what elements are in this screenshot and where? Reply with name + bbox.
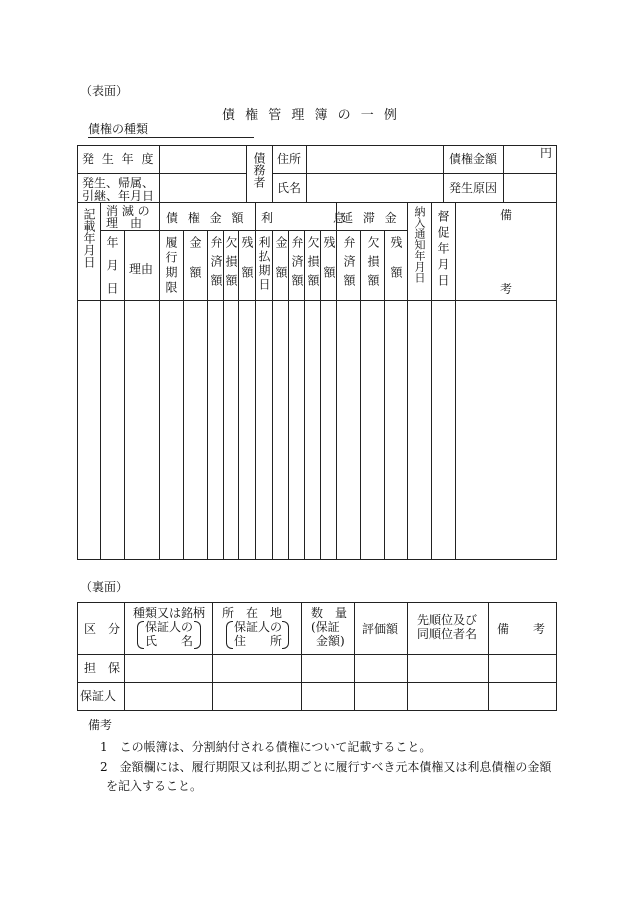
place-bracket-left: [226, 621, 233, 649]
back-row-line-2: [77, 682, 557, 683]
due-period-header: 履行期限: [164, 236, 178, 296]
address-label: 住所: [277, 152, 302, 166]
arrears-paid-header: 弁済額: [342, 236, 356, 293]
back-col-line-3: [301, 602, 302, 711]
note-item-2-line2: を記入すること。: [106, 779, 203, 793]
arrears-loss-header: 欠損額: [366, 236, 380, 293]
page-title: 債 権 管 理 簿 の 一 例: [222, 108, 400, 123]
remarks-header-bottom: 考: [500, 282, 513, 296]
front-header-divider-3: [272, 173, 443, 174]
col-line-5: [207, 230, 208, 560]
qty-header-line2: (保証: [311, 620, 340, 634]
kind-bracket-right: [194, 621, 201, 649]
year-label: 発 生 年 度: [82, 152, 156, 166]
kind-header-line3: 氏 名: [145, 634, 194, 648]
back-col-line-1: [124, 602, 125, 711]
debt-kind-underline: [88, 137, 254, 138]
interest-amount-header: 金額: [274, 236, 288, 296]
back-remarks-header: 備 考: [497, 622, 546, 636]
note-item-2-line1: 2 金額欄には、履行期限又は利払期ごとに履行すべき元本債権又は利息債権の金額: [100, 760, 552, 774]
kind-header-line1: 種類又は銘柄: [133, 606, 206, 620]
front-header-divider-2: [443, 173, 557, 174]
extinction-header-line1: 消 滅 の: [106, 204, 150, 218]
back-row-line-1: [77, 654, 557, 655]
interest-header: 利 息: [261, 211, 352, 225]
cause-label: 発生原因: [449, 181, 498, 195]
notice-date-header: 納入通知年月日: [413, 206, 426, 283]
col-line-4: [183, 230, 184, 560]
order-header-line2: 同順位者名: [417, 627, 478, 641]
col-line-1: [100, 202, 101, 560]
ext-reason-header: 理由: [129, 262, 154, 276]
interest-loss-header: 欠損額: [306, 236, 320, 293]
debtor-label: 債務者: [252, 152, 266, 188]
remarks-header-top: 備: [500, 208, 513, 222]
back-col-line-6: [488, 602, 489, 711]
collateral-row-label: 担 保: [84, 661, 121, 675]
front-header-v3: [272, 145, 273, 202]
arrears-header: 延 滞 金: [341, 211, 400, 225]
origin-label-line2: 引継、年月日: [82, 189, 155, 203]
col-line-2: [124, 230, 125, 560]
interest-balance-header: 残額: [322, 236, 336, 296]
notes-heading: 備考: [88, 718, 113, 732]
front-header-v6: [503, 145, 504, 202]
place-header-line2: 保証人の: [234, 620, 283, 634]
back-side-label: （裏面）: [80, 580, 129, 594]
urge-date-header: 督促年月日: [436, 210, 450, 290]
division-header: 区 分: [84, 622, 121, 636]
amount-header: 金額: [188, 236, 202, 296]
name-label: 氏名: [277, 181, 302, 195]
value-header: 評価額: [362, 622, 399, 636]
arrears-balance-header: 残額: [389, 236, 403, 296]
front-header-v4: [306, 145, 307, 202]
col-line-16: [407, 202, 408, 560]
front-side-label: （表面）: [80, 84, 129, 98]
col-line-9: [272, 230, 273, 560]
kind-header-line2: 保証人の: [145, 620, 194, 634]
col-line-8: [255, 202, 256, 560]
col-line-3: [159, 202, 160, 560]
principal-header: 債 権 金 額: [166, 211, 247, 225]
col-line-7: [238, 230, 239, 560]
note-item-1: 1 この帳簿は、分割納付される債権について記載すること。: [100, 740, 432, 754]
extinction-header-line2: 理 由: [106, 216, 143, 230]
guarantor-row-label: 保証人: [80, 689, 117, 703]
col-line-12: [320, 230, 321, 560]
back-col-line-5: [407, 602, 408, 711]
front-header-v1: [159, 145, 160, 202]
col-line-17: [431, 202, 432, 560]
place-header-line3: 住 所: [234, 634, 283, 648]
col-line-11: [304, 230, 305, 560]
qty-header-line1: 数 量: [311, 606, 348, 620]
paid-header: 弁済額: [209, 236, 223, 293]
col-line-18: [455, 202, 456, 560]
interest-paid-header: 弁済額: [290, 236, 304, 293]
front-header-v5: [443, 145, 444, 202]
qty-header-line3: 金額): [316, 634, 345, 648]
debt-kind-label: 債権の種類: [88, 122, 149, 136]
place-bracket-right: [282, 621, 289, 649]
back-col-line-4: [354, 602, 355, 711]
col-line-10: [288, 230, 289, 560]
interest-due-header: 利払期日: [257, 236, 271, 292]
yen-unit: 円: [540, 146, 553, 160]
loss-header: 欠損額: [224, 236, 238, 293]
place-header-line1: 所 在 地: [222, 606, 283, 620]
ext-date-header: 年月日: [105, 236, 119, 305]
record-date-header: 記載年月日: [82, 208, 96, 268]
origin-label-line1: 発生、帰属、: [82, 176, 155, 190]
back-col-line-2: [212, 602, 213, 711]
order-header-line1: 先順位及び: [417, 613, 478, 627]
front-header-v2: [246, 145, 247, 202]
balance-header: 残額: [240, 236, 254, 296]
kind-bracket-left: [137, 621, 144, 649]
front-header-divider-1: [77, 173, 246, 174]
debt-amount-label: 債権金額: [449, 152, 498, 166]
col-line-15: [384, 230, 385, 560]
col-line-13: [336, 202, 337, 560]
column-header-bottom: [77, 300, 557, 301]
col-line-14: [360, 230, 361, 560]
